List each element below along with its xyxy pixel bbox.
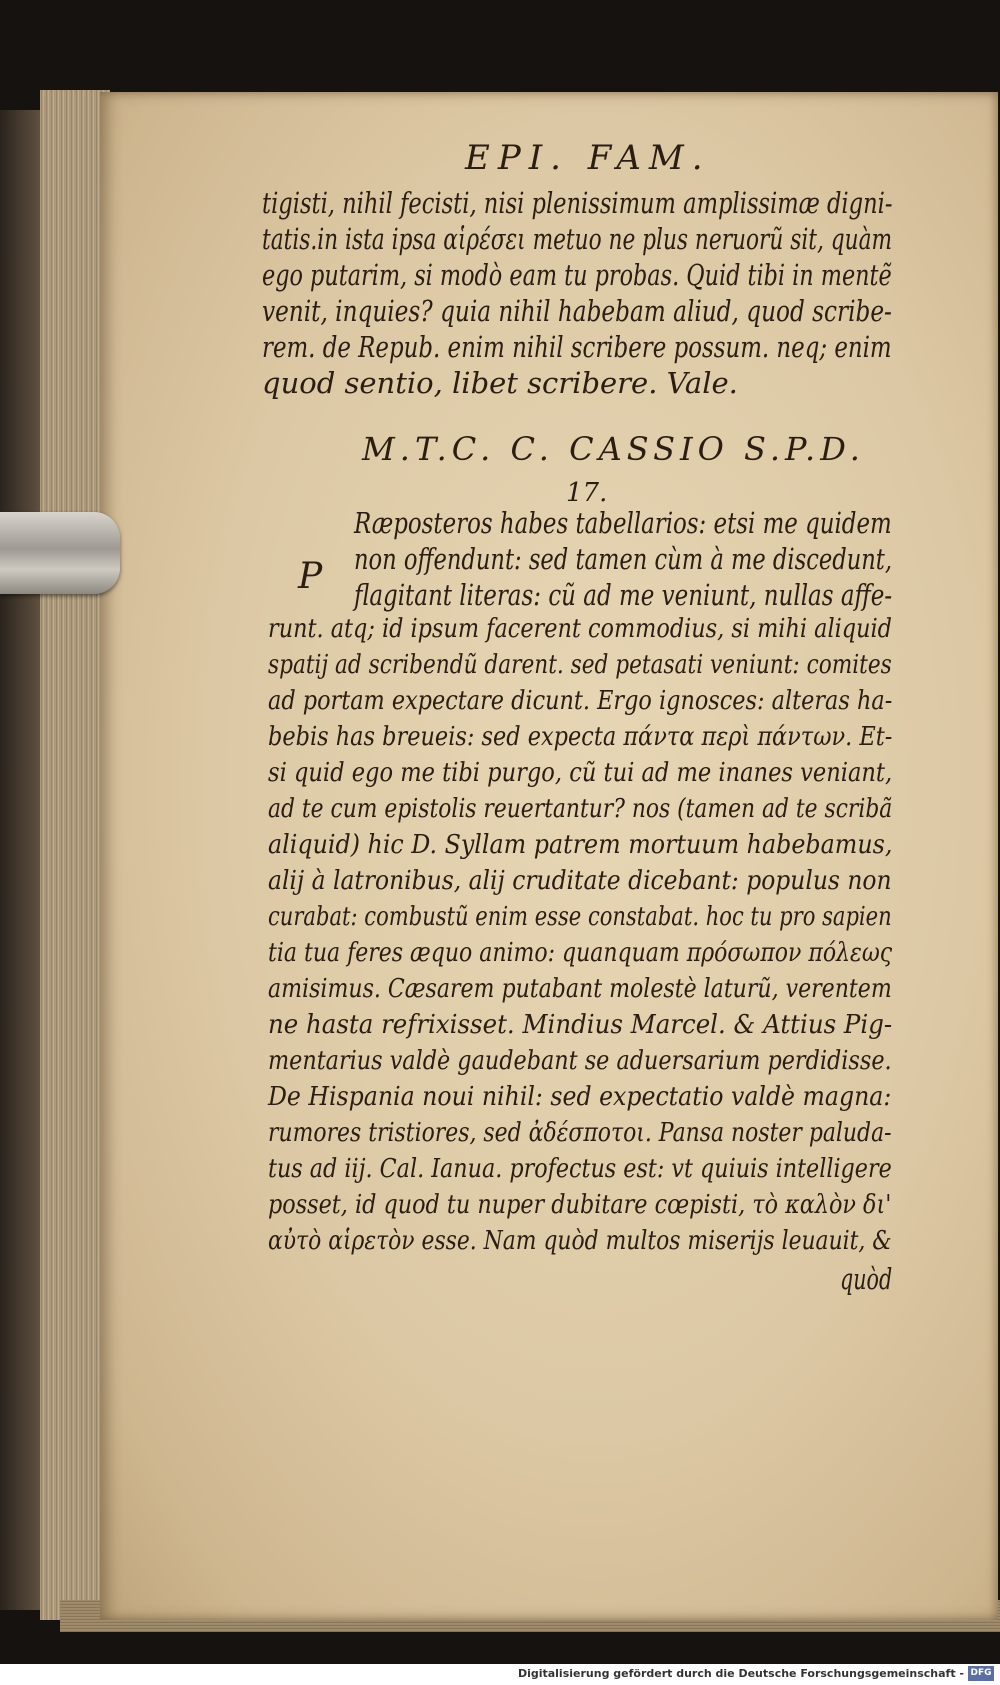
text-line: ad portam expectare dicunt. Ergo ignosces: alteras ha- — [268, 686, 893, 716]
text-line: tatis.in ista ipsa αἱρέσει metuo ne plus neruorũ sit, quàm — [262, 222, 893, 256]
text-line: tigisti, nihil fecisti, nisi plenissimum amplissimæ digni- — [262, 186, 893, 220]
text-line: runt. atq; id ipsum facerent commodius, si mihi aliquid — [268, 614, 892, 644]
text-line: si quid ego me tibi purgo, cũ tui ad me inanes veniant, — [268, 758, 893, 788]
text-line: De Hispania noui nihil: sed expectatio valdè magna: — [268, 1082, 892, 1112]
text-line: ne hasta refrixisset. Mindius Marcel. & Attius Pig- — [268, 1010, 893, 1040]
clasp — [0, 512, 120, 594]
text-line: mentarius valdè gaudebant se aduersarium perdidisse. — [268, 1046, 892, 1076]
text-line: ad te cum epistolis reuertantur? nos (tamen ad te scribã — [268, 794, 893, 824]
drop-initial: P — [298, 556, 323, 597]
text-line: Ræposteros habes tabellarios: etsi me quidem — [354, 506, 892, 540]
text-line: tus ad iij. Cal. Ianua. profectus est: vt quiuis intelligere — [268, 1154, 892, 1184]
text-line: bebis has breueis: sed expecta πάντα περὶ πάντων. Et- — [268, 722, 893, 752]
text-line: flagitant literas: cũ ad me veniunt, nullas affe- — [354, 578, 893, 612]
text-line: quod sentio, libet scribere. Vale. — [262, 366, 738, 400]
text-line: aliquid) hic D. Syllam patrem mortuum habebamus, — [268, 830, 893, 860]
text-line: ego putarim, si modò eam tu probas. Quid tibi in mentẽ — [262, 258, 892, 292]
text-line: curabat: combustũ enim esse constabat. hoc tu pro sapien — [268, 902, 892, 932]
text-line: non offendunt: sed tamen cùm à me discedunt, — [354, 542, 893, 576]
running-header: EPI. FAM. — [465, 138, 711, 178]
text-line: venit, inquies? quia nihil habebam aliud, quod scribe- — [262, 294, 892, 328]
catchword: quòd — [840, 1262, 893, 1296]
text-line: spatij ad scribendũ darent. sed petasati veniunt: comites — [268, 650, 892, 680]
text-line: alij à latronibus, alij cruditate dicebant: populus non — [268, 866, 892, 896]
text-line: αὐτὸ αἱρετὸν esse. Nam quòd multos miserijs leuauit, & — [268, 1226, 892, 1256]
text-line: posset, id quod tu nuper dubitare cœpisti, τὸ καλὸν δι' — [268, 1190, 892, 1220]
dfg-logo: DFG — [968, 1666, 994, 1681]
text-line: rem. de Repub. enim nihil scribere possum. neq; enim — [262, 330, 892, 364]
text-line: amisimus. Cæsarem putabant molestè laturũ, verentem — [268, 974, 892, 1004]
letter-heading: M.T.C. C. CASSIO S.P.D. — [362, 430, 865, 468]
letter-number: 17. — [566, 478, 608, 508]
text-line: rumores tristiores, sed ἀδέσποτοι. Pansa noster paluda- — [268, 1118, 892, 1148]
footer-credit: Digitalisierung gefördert durch die Deutsche Forschungsgemeinschaft - — [517, 1667, 964, 1680]
text-line: tia tua feres æquo animo: quanquam πρόσωπον πόλεως — [268, 938, 893, 968]
